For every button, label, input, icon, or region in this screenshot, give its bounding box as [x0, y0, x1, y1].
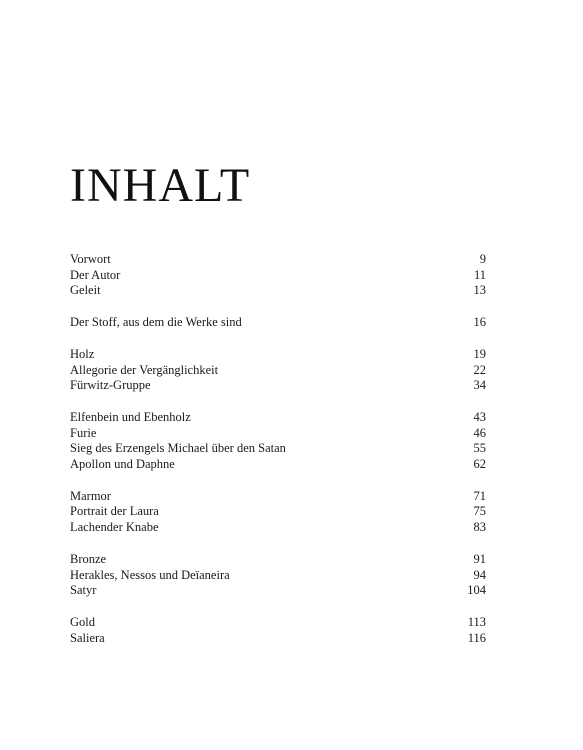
toc-entry-page: 55	[473, 441, 486, 456]
toc-entry-page: 46	[473, 425, 486, 440]
toc-entry-title: Vorwort	[70, 252, 111, 266]
toc-entry-title: Bronze	[70, 551, 107, 566]
toc-entry-title: Allegorie der Vergänglichkeit	[70, 362, 219, 377]
toc-entry-page: 9	[479, 252, 486, 266]
toc-entry	[70, 268, 486, 284]
toc-entry-title: Holz	[70, 346, 95, 361]
toc-entry	[70, 615, 486, 631]
toc-section	[70, 252, 486, 299]
toc-section	[70, 615, 486, 646]
toc-entry	[70, 363, 486, 379]
toc-entry-title: Der Autor	[70, 267, 121, 282]
toc-section	[70, 489, 486, 536]
toc-entry-page: 71	[473, 488, 486, 503]
toc-section	[70, 552, 486, 599]
toc-entry-title: Gold	[70, 614, 95, 629]
toc-entry-title: Saliera	[70, 630, 105, 645]
toc-entry-page: 13	[473, 283, 486, 298]
toc-entry-page: 34	[473, 378, 486, 393]
toc-entry-page: 113	[467, 614, 486, 629]
toc-entry	[70, 489, 486, 505]
toc-entry-page: 116	[467, 630, 486, 645]
toc-entry-page: 62	[473, 457, 486, 472]
toc-entry-title: Apollon und Daphne	[70, 457, 175, 472]
toc-entry-title: Elfenbein und Ebenholz	[70, 409, 191, 424]
toc-entry-title: Satyr	[70, 583, 97, 598]
table-of-contents	[70, 252, 486, 662]
toc-entry	[70, 583, 486, 599]
toc-entry-page: 104	[467, 583, 486, 598]
toc-entry-page: 75	[473, 504, 486, 519]
toc-entry	[70, 552, 486, 568]
toc-section	[70, 347, 486, 394]
toc-entry-page: 91	[473, 551, 486, 566]
toc-entry	[70, 252, 486, 268]
toc-entry	[70, 457, 486, 473]
toc-entry	[70, 520, 486, 536]
toc-entry-page: 83	[473, 520, 486, 535]
toc-entry-title: Geleit	[70, 283, 101, 298]
toc-entry-title: Herakles, Nessos und Deïaneira	[70, 567, 230, 582]
toc-entry-page: 22	[473, 362, 486, 377]
toc-entry-page: 16	[473, 315, 486, 330]
toc-entry	[70, 378, 486, 394]
toc-entry	[70, 410, 486, 426]
toc-entry	[70, 504, 486, 520]
toc-entry	[70, 441, 486, 457]
toc-entry	[70, 426, 486, 442]
toc-entry-title: Marmor	[70, 488, 111, 503]
page-title: INHALT	[70, 159, 251, 212]
toc-section	[70, 410, 486, 473]
toc-entry-page: 11	[473, 267, 486, 282]
toc-entry-title: Der Stoff, aus dem die Werke sind	[70, 315, 242, 330]
toc-entry	[70, 568, 486, 584]
toc-entry-page: 94	[473, 567, 486, 582]
toc-entry-title: Lachender Knabe	[70, 520, 159, 535]
toc-entry-title: Sieg des Erzengels Michael über den Satan	[70, 441, 286, 456]
toc-entry-title: Furie	[70, 425, 97, 440]
toc-entry	[70, 283, 486, 299]
toc-entry	[70, 631, 486, 647]
toc-entry-page: 19	[473, 346, 486, 361]
toc-section	[70, 315, 486, 331]
toc-entry	[70, 315, 486, 331]
toc-entry-title: Portrait der Laura	[70, 504, 159, 519]
toc-entry	[70, 347, 486, 363]
toc-entry-title: Fürwitz-Gruppe	[70, 378, 151, 393]
toc-entry-page: 43	[473, 409, 486, 424]
